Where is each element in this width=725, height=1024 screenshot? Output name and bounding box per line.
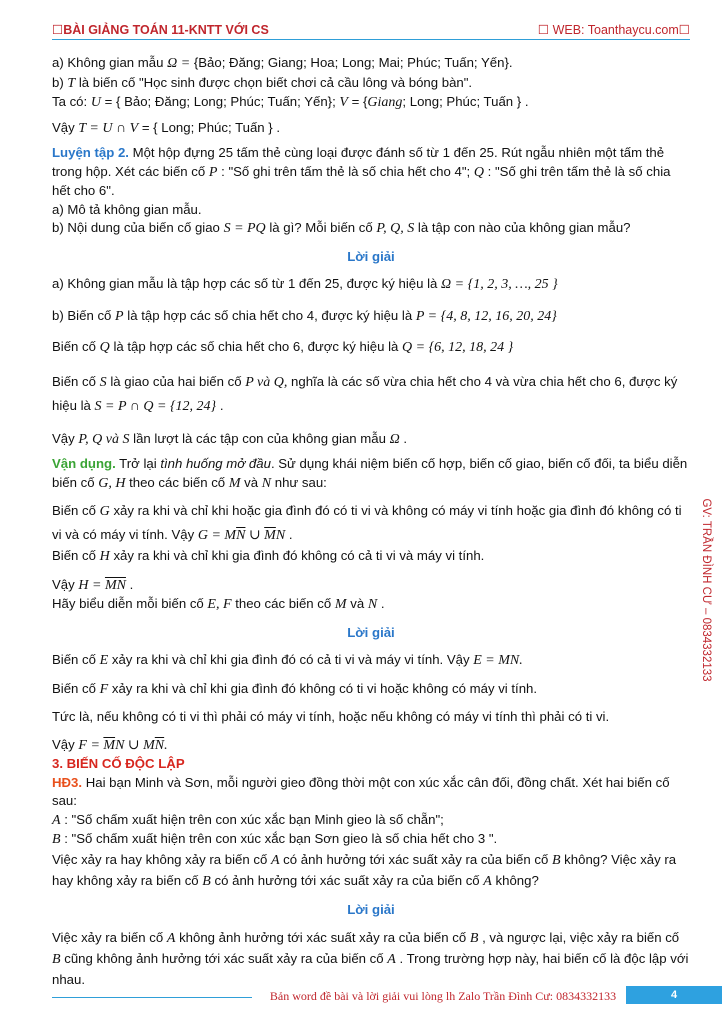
math: T <box>67 75 76 91</box>
text-line <box>52 576 690 596</box>
text: xảy ra khi và chỉ khi hoặc gia đình đó có ti vi và không có máy vi tính hoặc gia đình đó không có ti vi và có máy vi tính. Vậy <box>52 503 682 542</box>
text: = { <box>347 94 368 109</box>
math: $\overline{MN}$ <box>104 577 126 593</box>
math: A <box>483 873 492 889</box>
solution-heading: Lời giải <box>347 901 395 917</box>
math: V <box>339 95 348 110</box>
header-title: ☐BÀI GIẢNG TOÁN 11-KNTT VỚI CS <box>52 23 269 37</box>
text-line: Tức là, nếu không có ti vi thì phải có máy vi tính, hoặc nếu không có máy vi tính thì phải có ti vi. <box>52 709 610 724</box>
math: B <box>551 852 561 868</box>
side-author-text: GV: TRẦN ĐÌNH CƯ – 0834332133 <box>700 498 712 682</box>
text: cũng không ảnh hưởng tới xác suất xảy ra của biến cố <box>60 951 388 966</box>
text: tình huống mở đầu <box>160 456 271 471</box>
math: T = U ∩ V <box>78 120 139 136</box>
text-line <box>52 93 690 113</box>
text-paragraph <box>52 499 690 547</box>
text-line <box>52 338 690 358</box>
math: H = <box>78 577 105 593</box>
math: Ω = {1, 2, 3, …, 25 } <box>441 277 558 292</box>
text: Biến cố <box>52 548 100 563</box>
text: như sau: <box>271 474 327 490</box>
math: A <box>52 812 61 828</box>
math: G = M <box>197 528 237 543</box>
math: P, Q và S <box>78 431 130 447</box>
header-website: ☐ WEB: Toanthaycu.com☐ <box>537 23 690 37</box>
text: = { Long; Phúc; Tuấn } . <box>138 119 281 135</box>
text: : "Số ghi trên tấm thẻ là số chia hết cho 4"; <box>217 163 474 179</box>
math: P <box>208 164 218 180</box>
math: P và Q, <box>245 374 288 390</box>
text: có ảnh hưởng tới xác suất xảy ra của biến cố <box>279 851 552 867</box>
math: ∪ <box>245 528 265 543</box>
math: M <box>228 475 241 491</box>
text: Việc xảy ra biến cố <box>52 930 167 945</box>
activity-label: HĐ3. <box>52 774 83 790</box>
math: S = PQ <box>223 221 266 236</box>
text: b) Biến cố <box>52 307 116 323</box>
math: U <box>90 95 101 110</box>
text: Biến cố <box>52 652 100 667</box>
text: Vậy <box>52 576 79 592</box>
text: lần lượt là các tập con của không gian mẫu <box>129 430 390 446</box>
math: B <box>52 832 61 847</box>
math: P <box>115 308 124 324</box>
math: N <box>261 475 272 491</box>
math: A <box>166 931 176 946</box>
text-line <box>52 370 690 418</box>
math: M <box>334 597 347 612</box>
exercise-paragraph <box>52 144 690 201</box>
math: $\overline{N}$ <box>154 737 165 753</box>
math: A <box>387 952 396 967</box>
text: a) Không gian mẫu là tập hợp các số từ 1 đến 25, được ký hiệu là <box>52 276 442 291</box>
text: . <box>377 596 385 611</box>
text: Vậy <box>52 430 79 446</box>
math: A <box>270 852 280 868</box>
document-body <box>52 54 690 990</box>
math: E <box>99 653 109 668</box>
text: . <box>125 576 134 592</box>
text: theo các biến cố <box>125 474 229 490</box>
text-line <box>52 651 690 671</box>
math: Q <box>99 340 110 355</box>
text: {Bảo; Đăng; Giang; Hoa; Long; Mai; Phúc; Tuấn; Yến}. <box>190 55 513 70</box>
text: Việc xảy ra hay không xảy ra biến cố <box>52 851 271 867</box>
text: Vậy <box>52 119 79 135</box>
text: Biến cố <box>52 680 100 696</box>
math: $\overline{N}$ <box>236 528 246 543</box>
exercise-label: Luyện tập 2. <box>52 145 129 160</box>
text-line <box>52 54 690 74</box>
text: , và ngược lại, việc xảy ra biến cố <box>478 930 680 945</box>
header-divider <box>52 39 690 40</box>
activity-paragraph <box>52 774 690 811</box>
text: Vậy <box>52 736 79 752</box>
text: là biến cố "Học sinh được chọn biết chơi cả cầu lông và bóng bàn". <box>75 74 473 90</box>
footer-text: Bản word đề bài và lời giải vui lòng lh Zalo Trần Đình Cư: 0834332133 <box>269 989 617 1003</box>
text: Ta có: <box>52 94 91 109</box>
text: không? <box>491 872 539 888</box>
text: Một hộp đựng 25 tấm thẻ cùng loại được đánh số từ 1 đến 25. Rút ngẫu nhiên một tấm thẻ trong hộp. Xét các biến cố <box>52 145 665 179</box>
text: không ảnh hưởng tới xác suất xảy ra của biến cố <box>175 930 470 945</box>
side-author-note <box>698 490 714 690</box>
page-number: 4 <box>626 986 722 1004</box>
math: E = MN. <box>473 653 523 668</box>
math: F <box>99 681 109 697</box>
text: xảy ra khi và chỉ khi gia đình đó có cả ti vi và máy vi tính. Vậy <box>108 652 474 667</box>
math: N ∪ M <box>115 737 155 753</box>
text: là tập hợp các số chia hết cho 4, được ký hiệu là <box>123 307 416 323</box>
application-paragraph <box>52 455 690 493</box>
text: . <box>216 397 224 413</box>
text: là tập con nào của không gian mẫu? <box>414 220 631 235</box>
math: Giang <box>367 95 403 110</box>
page-footer <box>52 986 690 1008</box>
text: là tập hợp các số chia hết cho 6, được ký hiệu là <box>109 339 403 354</box>
math: Ω <box>389 431 400 447</box>
math: G, H <box>98 475 126 491</box>
footer-divider <box>52 997 252 998</box>
page-header <box>52 20 690 40</box>
text-line <box>52 275 690 295</box>
text: . Trong trường hợp này, hai biến cố là độc lập với nhau. <box>52 951 689 987</box>
math: $\overline{M}$ <box>103 737 116 753</box>
text: Biến cố <box>52 339 100 354</box>
text: ; Long; Phúc; Tuấn } . <box>402 94 529 109</box>
text-line: a) Mô tả không gian mẫu. <box>52 201 202 217</box>
text: . <box>285 527 293 542</box>
solution-heading: Lời giải <box>347 248 395 264</box>
text: . Sử dụng khái niệm biến cố hợp, biến cố giao, biến cố đối, ta biểu diễn biến cố <box>52 456 688 490</box>
text: xảy ra khi và chỉ khi gia đình đó không có ti vi hoặc không có máy vi tính. <box>108 680 538 696</box>
text-line <box>52 74 690 94</box>
math: S = P ∩ Q = {12, 24} <box>94 398 217 414</box>
math: H <box>99 549 110 564</box>
text-line <box>52 811 690 831</box>
text-line <box>52 430 690 450</box>
text: Trở lại <box>115 456 161 471</box>
text: . <box>399 430 408 446</box>
text: không? Việc xảy ra hay không xảy ra biến cố <box>52 851 677 888</box>
text-paragraph <box>52 928 690 990</box>
text: xảy ra khi và chỉ khi gia đình đó không có cả ti vi và máy vi tính. <box>109 548 485 563</box>
text: : "Số chấm xuất hiện trên con xúc xắc bạn Minh gieo là số chẵn"; <box>60 811 444 827</box>
text-line <box>52 736 690 756</box>
math: F = <box>78 737 104 753</box>
text: b) Nội dung của biến cố giao <box>52 220 224 235</box>
math: B <box>202 873 211 889</box>
math: B <box>52 952 61 967</box>
math: Q <box>473 164 484 180</box>
math: P, Q, S <box>376 221 415 236</box>
text-line <box>52 830 690 850</box>
application-label: Vận dụng. <box>52 456 116 471</box>
text: a) Không gian mẫu <box>52 55 168 70</box>
text: : "Số chấm xuất hiện trên con xúc xắc bạn Sơn gieo là số chia hết cho 3 ". <box>60 831 498 846</box>
text: Biến cố <box>52 503 100 518</box>
text-paragraph <box>52 850 690 892</box>
text-line <box>52 547 690 567</box>
text: theo các biến cố <box>231 596 335 611</box>
math: G <box>99 504 110 519</box>
text: Hãy biểu diễn mỗi biến cố <box>52 596 208 611</box>
text: và <box>240 474 262 490</box>
text: là gì? Mỗi biến cố <box>265 220 377 235</box>
text-line <box>52 119 690 139</box>
text: b) <box>52 74 68 90</box>
math: Ω = <box>167 56 191 71</box>
text: là giao của hai biến cố <box>106 373 246 389</box>
text: Biến cố <box>52 373 100 389</box>
solution-heading: Lời giải <box>347 624 395 640</box>
math: N <box>275 528 286 543</box>
text: = { Bảo; Đăng; Long; Phúc; Tuấn; Yến}; <box>100 94 340 109</box>
text-line <box>52 219 690 239</box>
math: . <box>164 737 168 753</box>
math: N <box>367 597 378 612</box>
math: E, F <box>207 597 232 612</box>
math: Q = {6, 12, 18, 24 } <box>402 340 514 355</box>
text-line <box>52 680 690 700</box>
math: S <box>99 374 107 390</box>
math: B <box>469 931 479 946</box>
text-line <box>52 307 690 327</box>
section-heading: 3. BIẾN CỐ ĐỘC LẬP <box>52 756 185 771</box>
text: Hai bạn Minh và Sơn, mỗi người gieo đồng thời một con xúc xắc cân đối, đồng chất. Xét hai biến cố sau: <box>52 774 670 808</box>
math: P = {4, 8, 12, 16, 20, 24} <box>415 308 557 324</box>
text: có ảnh hưởng tới xác suất xảy ra của biến cố <box>210 872 484 888</box>
text: : "Số ghi trên tấm thẻ là số chia hết cho 6". <box>52 163 671 198</box>
text: và <box>346 596 368 611</box>
text: nghĩa là các số vừa chia hết cho 4 và vừa chia hết cho 6, được ký hiệu là <box>52 373 678 413</box>
text-line <box>52 595 690 615</box>
math: $\overline{M}$ <box>264 528 276 543</box>
